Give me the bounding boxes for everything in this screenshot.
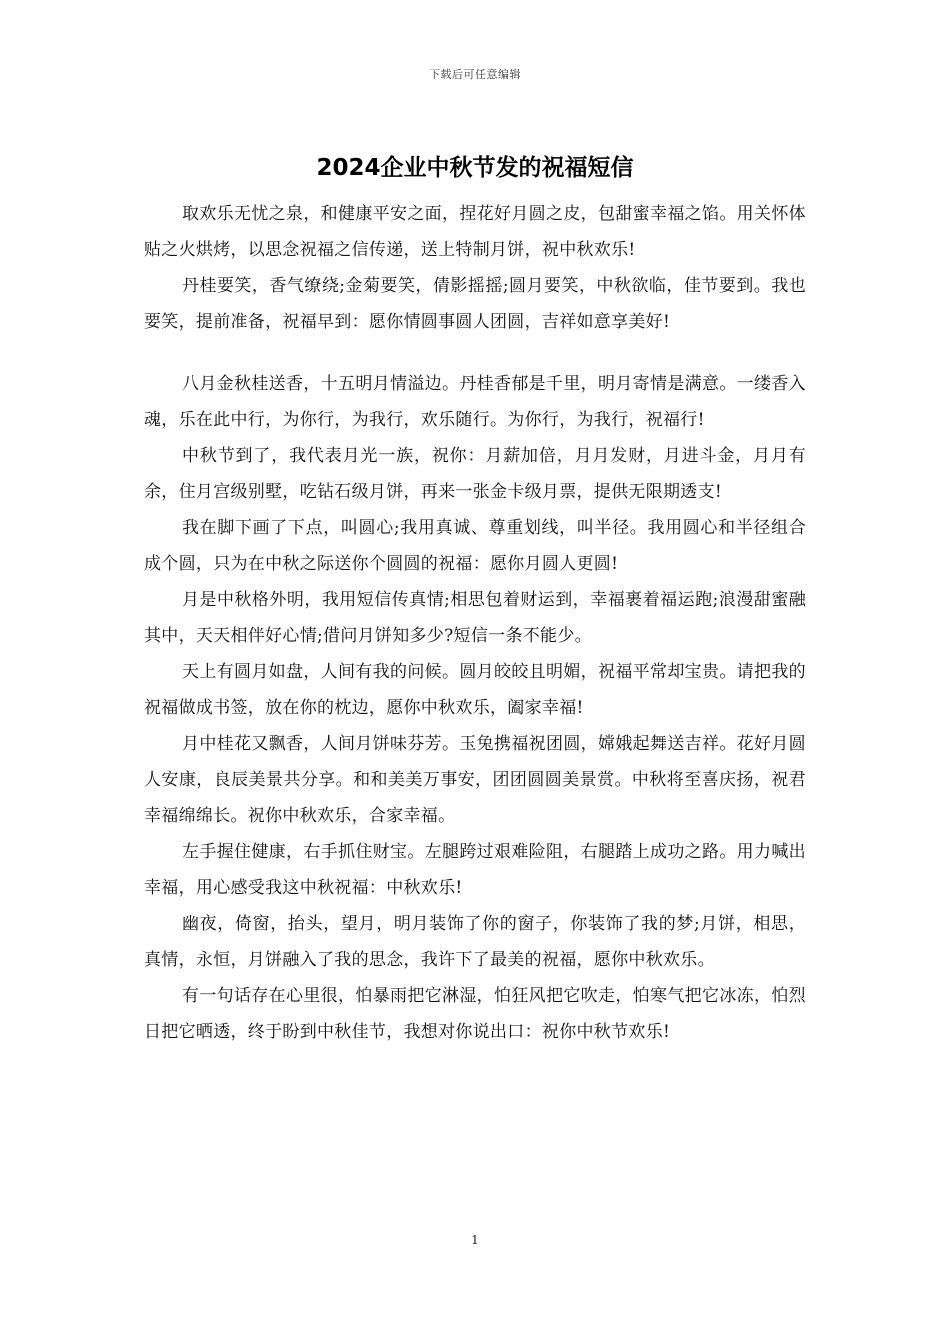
- paragraph-7: 天上有圆月如盘，人间有我的问候。圆月皎皎且明媚，祝福平常却宝贵。请把我的祝福做成书签，放在你的枕边，愿你中秋欢乐，阖家幸福!: [144, 662, 806, 718]
- document-body: [144, 196, 806, 1050]
- paragraph-9: 左手握住健康，右手抓住财宝。左腿跨过艰难险阻，右腿踏上成功之路。用力喊出幸福，用心感受我这中秋祝福：中秋欢乐!: [144, 842, 806, 898]
- paragraph-2: 丹桂要笑，香气缭绕;金菊要笑，倩影摇摇;圆月要笑，中秋欲临，佳节要到。我也要笑，提前准备，祝福早到：愿你情圆事圆人团圆，吉祥如意享美好!: [144, 276, 806, 332]
- page-number: 1: [471, 1233, 479, 1247]
- paragraph-3: 八月金秋桂送香，十五明月情溢边。丹桂香郁是千里，明月寄情是满意。一缕香入魂，乐在此中行，为你行，为我行，欢乐随行。为你行，为我行，祝福行!: [144, 374, 806, 430]
- paragraph-1: 取欢乐无忧之泉，和健康平安之面，捏花好月圆之皮，包甜蜜幸福之馅。用关怀体贴之火烘烤，以思念祝福之信传递，送上特制月饼，祝中秋欢乐!: [144, 204, 806, 260]
- paragraph-10: 幽夜，倚窗，抬头，望月，明月装饰了你的窗子，你装饰了我的梦;月饼，相思，真情，永恒，月饼融入了我的思念，我许下了最美的祝福，愿你中秋欢乐。: [144, 914, 806, 970]
- paragraph-4: 中秋节到了，我代表月光一族，祝你：月薪加倍，月月发财，月进斗金，月月有余，住月宫级别墅，吃钻石级月饼，再来一张金卡级月票，提供无限期透支!: [144, 446, 806, 502]
- page-header-note: 下载后可任意编辑: [429, 68, 521, 81]
- paragraph-6: 月是中秋格外明，我用短信传真情;相思包着财运到，幸福裹着福运跑;浪漫甜蜜融其中，天天相伴好心情;借问月饼知多少?短信一条不能少。: [144, 590, 806, 646]
- paragraph-5: 我在脚下画了下点，叫圆心;我用真诚、尊重划线，叫半径。我用圆心和半径组合成个圆，只为在中秋之际送你个圆圆的祝福：愿你月圆人更圆!: [144, 518, 806, 574]
- paragraph-8: 月中桂花又飘香，人间月饼味芬芳。玉兔携福祝团圆，嫦娥起舞送吉祥。花好月圆人安康，良辰美景共分享。和和美美万事安，团团圆圆美景赏。中秋将至喜庆扬，祝君幸福绵绵长。祝你中秋欢乐，合家幸福。: [144, 734, 806, 826]
- paragraph-11: 有一句话存在心里很，怕暴雨把它淋湿，怕狂风把它吹走，怕寒气把它冰冻，怕烈日把它晒透，终于盼到中秋佳节，我想对你说出口：祝你中秋节欢乐!: [144, 986, 806, 1042]
- document-title: 2024企业中秋节发的祝福短信: [316, 155, 634, 181]
